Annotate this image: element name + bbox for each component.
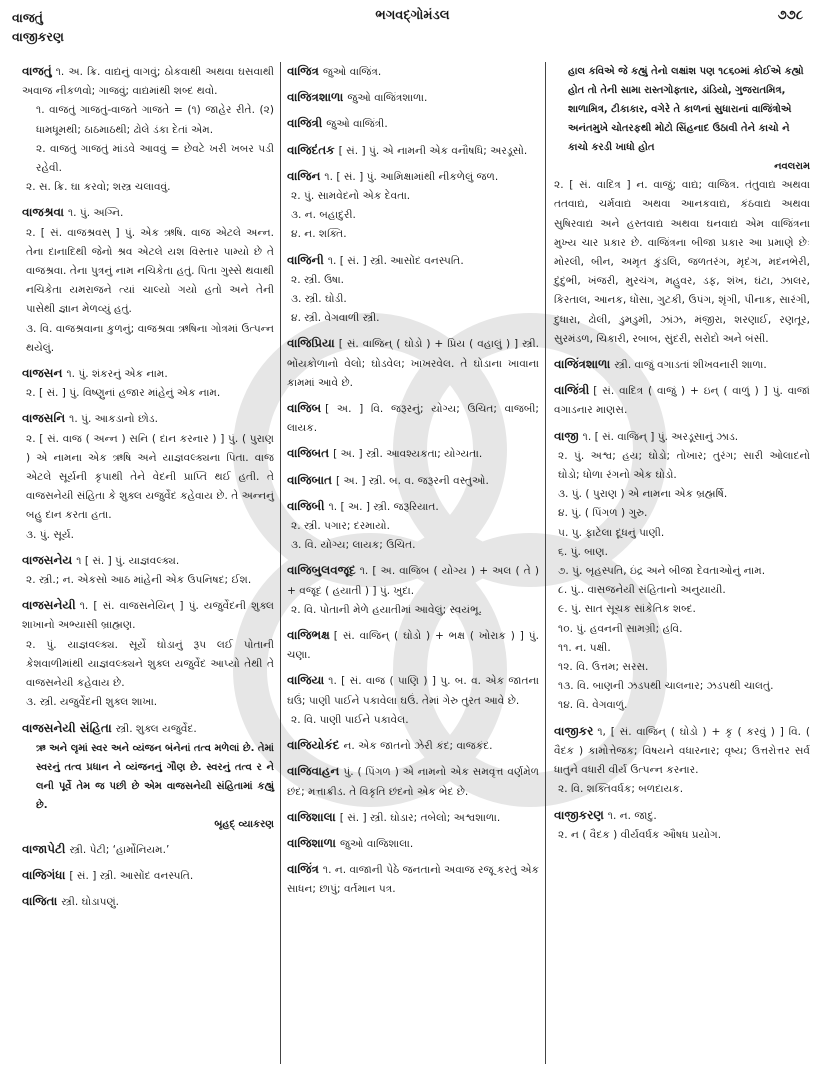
column-divider: [280, 62, 281, 1064]
headword: વાજસનેયી: [22, 598, 76, 613]
headword: વાજિબુલવજૂદ: [287, 563, 356, 578]
sense: સ્ત્રી. પેટી; ‘હાર્મોનિયમ.’: [69, 843, 170, 856]
sense: ૨. વિ. પોતાની મેળે હયાતીમાં આવેલું; સ્વયંભૂ.: [291, 603, 482, 616]
headword: વાજીકર: [554, 723, 594, 738]
sense: ૧ [ સં. ] પું. યાજ્ઞવલ્ક્ય.: [76, 554, 180, 567]
page-number: ૭૭૮: [777, 8, 803, 23]
sense: ૧૪. વિ. વેગવાળું.: [558, 699, 628, 712]
sense: ૨. સ્ત્રી. ઉષા.: [291, 273, 345, 286]
right-column: [554, 62, 810, 851]
sense: ૧. પું. આકડાનો છોડ.: [69, 413, 158, 426]
sense: ૧. [ સં. ] પું. આમિક્ષામાંથી નીકળેલું જળ.: [324, 170, 499, 183]
dictionary-entry: [22, 840, 274, 860]
quote-text: ઋ અને લૃમાં સ્વર અને વ્યંજન બંનેનાં તત્વ મળેલાં છે. તેમાં સ્વરનું તત્વ પ્રધાન ને વ્યંજનનું ગૌણ છે. સ્વરનું તત્વ ર ને લની પૂર્વે તેમ જ પછી છે એમ વાજસનેયી સંહિતામાં કહ્યું છે.: [36, 742, 274, 811]
left-column: [22, 62, 274, 919]
sense: ૩. સ્ત્રી. ઘોડી.: [291, 293, 347, 306]
sense: ૧. ન. વાજાની પેઠે જનતાનો અવાજ રજૂ કરતું એક સાધન; છાપું; વર્તમાન પત્ર.: [287, 864, 539, 896]
headword: વાજિન: [287, 168, 321, 183]
sense: ૭. પું. બૃહસ્પતિ, ઇંદ્ર અને બીજા દેવતાઓનું નામ.: [558, 565, 766, 578]
sense: [ અ. ] સ્ત્રી. બ. વ. જરૂરની વસ્તુઓ.: [336, 474, 489, 487]
dictionary-entry: [287, 860, 539, 899]
dictionary-entry: [287, 626, 539, 665]
sense: ૩. વિ. વાજશ્રવાના કુળનું; વાજશ્રવા ઋષિના ગોત્રમાં ઉત્પન્ન થયેલું.: [26, 322, 274, 354]
headword: વાજિબત: [287, 446, 330, 461]
entry-continuation: [554, 176, 810, 349]
sense: ૧. [ સં. વાજિન્ ] પું. અરડૂસાનું ઝાડ.: [582, 430, 739, 443]
idiom-sense: ૧. વાજતું ગાજતું-વાજતે ગાજતે = (૧) જાહેર રીતે. (૨) ધામધૂમથી; ઠાઠમાઠથી; ઢોલે ડંકા દેતાં એમ.: [36, 104, 274, 136]
sense: ૧. [ અ. વાજિબ ( યોગ્ય ) + અલ ( તે ) + વજૂદ ( હયાતી ) ] પું. ખુદા.: [287, 565, 539, 597]
dictionary-entry: [287, 671, 539, 730]
dictionary-entry: [287, 497, 539, 556]
sense: ૨. [ સં. ] પું. વિષ્ણુનાં હજાર માંહેનું એક નામ.: [26, 387, 221, 400]
sense: ૧૦. પું. હવનની સામગ્રી; હવિ.: [558, 622, 683, 635]
headword: વાજસનેયી સંહિતા: [22, 720, 112, 735]
dictionary-entry: [554, 355, 810, 375]
guide-word-first: વાજતું: [12, 10, 43, 25]
dictionary-entry: [22, 719, 274, 834]
middle-column: [287, 62, 539, 906]
sense: સ્ત્રી. ઘોડાપણું.: [61, 896, 120, 909]
headword: વાજતું: [22, 64, 52, 78]
sense: જુઓ વાજિંત્રશાળા.: [347, 92, 428, 105]
sense: ૧. [ સં. વાજ ( પાણિ ) ] પુ. બ. વ. એક જાતના ઘઉં; પાણી પાઈને પકાવેલા ઘઉં. તેમાં ગેરુ તુરત આવે છે.: [287, 675, 539, 707]
headword: વાજસનિ: [22, 411, 66, 426]
dictionary-entry: [287, 471, 539, 491]
sense: ૨. પું. યાજ્ઞવલ્ક્ય. સૂર્યે ઘોડાનું રૂપ લઈ પોતાની કેશવાળીમાંથી યાજ્ઞવલ્ક્યને શુક્લ યજુર્વેદ આપ્યો તેથી તે વાજસનેયી કહેવાય છે.: [26, 638, 274, 690]
headword: વાજિબ: [287, 401, 322, 416]
sense: ૨. પું. અશ્વ; હય; ઘોડો; તોખાર; તુરંગ; સારી ઓલાદનો ઘોડો; ધોળા રંગનો એક ઘોડો.: [558, 449, 810, 482]
headword: વાજશ્રવા: [22, 205, 64, 220]
sense: ૧. [ સં. ] સ્ત્રી. આસોંદ વનસ્પતિ.: [327, 254, 464, 267]
dictionary-entry: [287, 808, 539, 828]
sense: ૧૩. વિ. બાણની ઝડપથી ચાલનાર; ઝડપથી ચાલતું.: [558, 680, 774, 693]
headword: વાજિબાત: [287, 472, 333, 487]
sense: ૩. પું. સૂર્ય.: [26, 528, 75, 541]
sense: ૨. વિ. પાણી પાઈને પકાવેલ.: [291, 713, 409, 726]
sense: ૫. પુ. ફાટેલા દૂધનું પાણી.: [558, 526, 665, 539]
sense: ૨. પું. સામવેદનો એક દેવતા.: [291, 190, 411, 203]
headword: વાજિશાલા: [287, 809, 336, 824]
headword: વાજસનેય: [22, 552, 73, 567]
dictionary-entry: [287, 762, 539, 801]
sense: ૨. [ સં. વાજ ( અન્ન ) સનિ ( દાન કરનાર ) ] પું. ( પુરાણ ) એ નામના એક ઋષિ અને યાજ્ઞવલ્ક્યના પિતા. વાજ એટલે સૂર્યની કૃપાથી તેને વેદની પ્રાપ્તિ થઈ હતી. તે વાજસનેયી સંહિતા કે શુક્લ યજુર્વેદ કહેવાય છે. તે અન્નનું બહુ દાન કરતા હતા.: [26, 432, 274, 522]
sense: ૧. પું. અગ્નિ.: [67, 207, 124, 220]
quote-source: નવલરામ: [774, 161, 810, 172]
sense: ૨. [ સં. વાદિત્ર ] ન. વાજું; વાદ્ય; વાજિત્ર. તંતુવાદ્ય અથવા તતવાદ્ય, ચર્મવાદ્ય અથવા આનકવાદ્ય, કંઠવાદ્ય અથવા સુષિરવાદ્ય અને હસ્તવાદ્ય અથવા ઘનવાદ્ય એમ વાજિંત્રના મુખ્ય ચાર પ્રકાર છે. વાજિંત્રના બીજા પ્રકાર આ પ્રમાણે છેઃ મોરલી, બીન, અમૃત કુંડલિ, જળતરંગ, મૃદંગ, મદનભેરી, દુંદુભી, ખંજરી, મુરચંગ, મહુવર, ડફ, શંખ, ઘંટા, ઝાલર, કિરતાલ, આનક, ધોંસા, ગુટકી, ઉપંગ, શૃંગી, પીનાક, સારંગી, દુધારા, ઢોલી, ડુમડુમી, ઝાંઝ, મંજીરા, શરણાઈ, રણતૂર, સુરમંડળ, ચિકારી, રબાબ, સુંદરી, સરોદો અને બંસી.: [554, 179, 810, 345]
idiom-sense: ૨. વાજતું ગાજતું માંડવે આવવું = છેવટે ખરી ખબર પડી રહેવી.: [36, 142, 274, 175]
headword: વાજીકરણ: [554, 807, 604, 822]
sense: પું. ( પિંગળ ) એ નામનો એક સમવૃત્ત વર્ણમેળ છંદ; મત્તાક્રીડ. તે વિકૃતિ છંદનો એક ભેદ છે.: [287, 766, 539, 798]
headword: વાજિદંતક: [287, 142, 335, 157]
headword: વાજિની: [287, 252, 324, 267]
sense: ૧. ન. જાદુ.: [607, 809, 657, 822]
dictionary-entry: [22, 551, 274, 590]
dictionary-entry: [22, 409, 274, 544]
dictionary-entry: [287, 167, 539, 245]
dictionary-entry: [287, 561, 539, 620]
sense: ૩. સ્ત્રી. યજુર્વેદની શુક્લ શાખા.: [26, 696, 158, 709]
headword: વાજિભક્ષ: [287, 628, 330, 643]
page-header: [0, 0, 825, 58]
dictionary-entry: [287, 251, 539, 329]
sense: ૨. ન ( વૈદક ) વીર્યવર્ધક ઔષધ પ્રયોગ.: [558, 828, 722, 841]
sense: [ સં. ] સ્ત્રી. ઘોડાર; તબેલો; અશ્વશાળા.: [339, 811, 501, 824]
book-title: ભગવદ્ગોમંડલ: [375, 8, 450, 23]
dictionary-entry: [287, 334, 539, 393]
headword: વાજિયોકંદ: [287, 738, 340, 753]
headword: વાજિવાહન: [287, 764, 340, 779]
sense: ૪. પું. ( પિંગળ ) ગુરુ.: [558, 507, 648, 520]
sense: ૬. પું. બાણ.: [558, 545, 608, 558]
dictionary-entry: [22, 866, 274, 886]
headword: વાજિત્ર: [287, 64, 319, 78]
sense: ૩. વિ. યોગ્ય; લાયક; ઉચિત.: [291, 539, 416, 552]
headword: વાજસન: [22, 366, 63, 381]
sense: જુઓ વાજિંત્રી.: [326, 118, 388, 131]
dictionary-entry: [554, 381, 810, 420]
dictionary-entry: [287, 834, 539, 854]
sense: ૮. પું.. વાસજનેયી સંહિતાનો અનુયાયી.: [558, 584, 726, 597]
dictionary-entry: [22, 203, 274, 358]
sense: ૩. ન. બહાદુરી.: [291, 209, 356, 222]
column-divider: [545, 62, 546, 1064]
sense: જુઓ વાજિંત્ર.: [322, 66, 382, 78]
sense: જુઓ વાજિશાલા.: [339, 837, 414, 850]
headword: વાજિબી: [287, 498, 325, 513]
sense: ૩. પું. ( પુરાણ ) એ નામના એક બ્રહ્મર્ષિ.: [558, 488, 728, 501]
sense: [ સં. વાજિન્ ( ઘોડો ) + પ્રિય ( વહાલું ) ] સ્ત્રી. ભોંયકોળાનો વેલો; ઘોડવેલ; ખાખરવેલ. તે ઘોડાના ખાવાના કામમાં આવે છે.: [287, 338, 539, 389]
sense: ૨. [ સં. વાજશ્રવસ્ ] પું. એક ઋષિ. વાજ એટલે અન્ન. તેના દાનાદિથી જેનો શ્રવ એટલે યશ વિસ્તાર પામ્યો છે તે વાજશ્રવા. તેના પુત્રનું નામ નચિકેતા હતું. પિતા ગુસ્સે થવાથી નચિકેતા યમરાજને ત્યાં ચાલ્યો ગયો હતો અને તેની પાસેથી જ્ઞાન મેળવ્યું હતું.: [26, 226, 274, 316]
sense: ૧, [ સં. વાજિન્ ( ઘોડો ) + કૃ ( કરવું ) ] વિ. ( વૈદક ) કામોત્તેજક; વિષયને વધારનાર; વૃષ્ય; ઉત્તરોત્તર સર્વ ધાતુને વધારી વીર્ય ઉત્પન્ન કરનાર.: [554, 725, 810, 777]
dictionary-entry: [22, 596, 274, 712]
dictionary-entry: [554, 427, 810, 716]
dictionary-entry: [554, 806, 810, 845]
sense: ૪. સ્ત્રી. વેગવાળી સ્ત્રી.: [291, 312, 380, 325]
headword: વાજિંત્રી: [554, 383, 590, 398]
dictionary-entry: [287, 114, 539, 134]
headword: વાજિત્રશાળા: [287, 90, 344, 105]
dictionary-entry: [22, 364, 274, 403]
sense: ૧૧. ન. પક્ષી.: [558, 641, 611, 654]
dictionary-entry: [287, 736, 539, 756]
sense: [ અ. ] સ્ત્રી. આવશ્યકતા; યોગ્યતા.: [333, 448, 483, 461]
headword: વાજિત્રી: [287, 116, 323, 131]
headword: વાજિતા: [22, 894, 58, 909]
sense: ૯. પું. સાત સૂચક સાંકેતિક શબ્દ.: [558, 603, 696, 616]
headword: વાજિંત્ર: [287, 862, 319, 877]
sense: ૧. [ સં. વાજસનેયિન્ ] પું. યજુર્વેદની શુક્લ શાખાનો અભ્યાસી બ્રાહ્મણ.: [22, 600, 274, 632]
dictionary-entry: [287, 62, 539, 82]
citation-quote: [554, 62, 810, 176]
sense: ન. એક જાતનો ઝેરી કંદ; વાજકંદ.: [343, 740, 493, 753]
sense: [ સં. ] સ્ત્રી. આસોંદ વનસ્પતિ.: [69, 870, 194, 883]
sense: ૧. પું. શંકરનું એક નામ.: [66, 368, 168, 381]
headword: વાજી: [554, 428, 579, 443]
dictionary-entry: [287, 444, 539, 464]
guide-word-last: વાજીકરણ: [12, 29, 64, 44]
sense: ૨. સ્ત્રી. પગાર; દરમાયો.: [291, 520, 390, 533]
dictionary-entry: [554, 722, 810, 800]
sense: સ્ત્રી. વાજું વગાડતાં શીખવનારી શાળા.: [614, 359, 767, 372]
sense: ૧. અ. ક્રિ. વાદ્યનું વાગવું; ઠોકવાથી અથવા ઘસવાથી અવાજ નીકળવો; ગાજવું; વાદ્યમાંથી શબ્દ થવો.: [22, 66, 274, 98]
headword: વાજિગંધા: [22, 868, 66, 883]
dictionary-entry: [22, 892, 274, 912]
dictionary-entry: [22, 62, 274, 197]
sense: ૪. ન. શક્તિ.: [291, 228, 347, 241]
sense: [ અ. ] વિ. જરૂરનું; યોગ્ય; ઉચિત; વાજબી; લાયક.: [287, 403, 539, 435]
quote-source: બૃહદ્ વ્યાકરણ: [214, 818, 274, 830]
sense: ૨. સ્ત્રી.; ન. એકસો આઠ માંહેની એક ઉપનિષદ; ઈશ.: [26, 574, 252, 587]
headword: વાજિંત્રશાળા: [554, 357, 611, 372]
dictionary-entry: [287, 141, 539, 161]
headword: વાજિયા: [287, 673, 325, 688]
dictionary-entry: [287, 88, 539, 108]
dictionary-entry: [287, 399, 539, 438]
headword: વાજાપેટી: [22, 841, 66, 856]
sense: [ સં. ] પું. એ નામની એક વનૌષધિ; અરડૂસો.: [338, 144, 528, 157]
sense: [ સં. વાજિન્ ( ઘોડો ) + ભક્ષ ( ખોરાક ) ] પું. ચણા.: [287, 630, 539, 662]
sense: ૨. સ. ક્રિ. ઘા કરવો; શસ્ત્ર ચલાવવું.: [26, 181, 171, 194]
sense: ૧૨. વિ. ઉત્તમ; સરસ.: [558, 661, 649, 674]
sense: [ સં. વાદિત્ર ( વાજું ) + ઇન્ ( વાળું ) ] પું. વાજાં વગાડનાર માણસ.: [554, 385, 810, 417]
sense: ૧. [ અ. ] સ્ત્રી. જરૂરિયાત.: [328, 500, 439, 513]
headword: વાજિશાળા: [287, 835, 336, 850]
headword: વાજિપ્રિયા: [287, 336, 335, 351]
sense: સ્ત્રી. શુક્લ યજુર્વેદ.: [115, 722, 197, 735]
quote-text: હાલ કવિએ જે કહ્યું તેનો લક્ષાંશ પણ ૧૮૬૦માં કોઈએ કહ્યો હોત તો તેની સામા રાસ્તગોફ્તાર, ડાંડિયો, ગુજરાતમિત્ર, શાળામિત્ર, ટીકાકાર, વગેરે તે કાળનાં સુધારાનાં વાજિંત્રોએ અનંતમુખે ચોતરફથી મોટો સિંહનાદ ઉઠાવી તેને કાચો ને કાચો કરડી ખાધો હોત: [568, 66, 804, 153]
sense: ૨. વિ. શક્તિવર્ધક; બળદાયક.: [558, 783, 684, 796]
